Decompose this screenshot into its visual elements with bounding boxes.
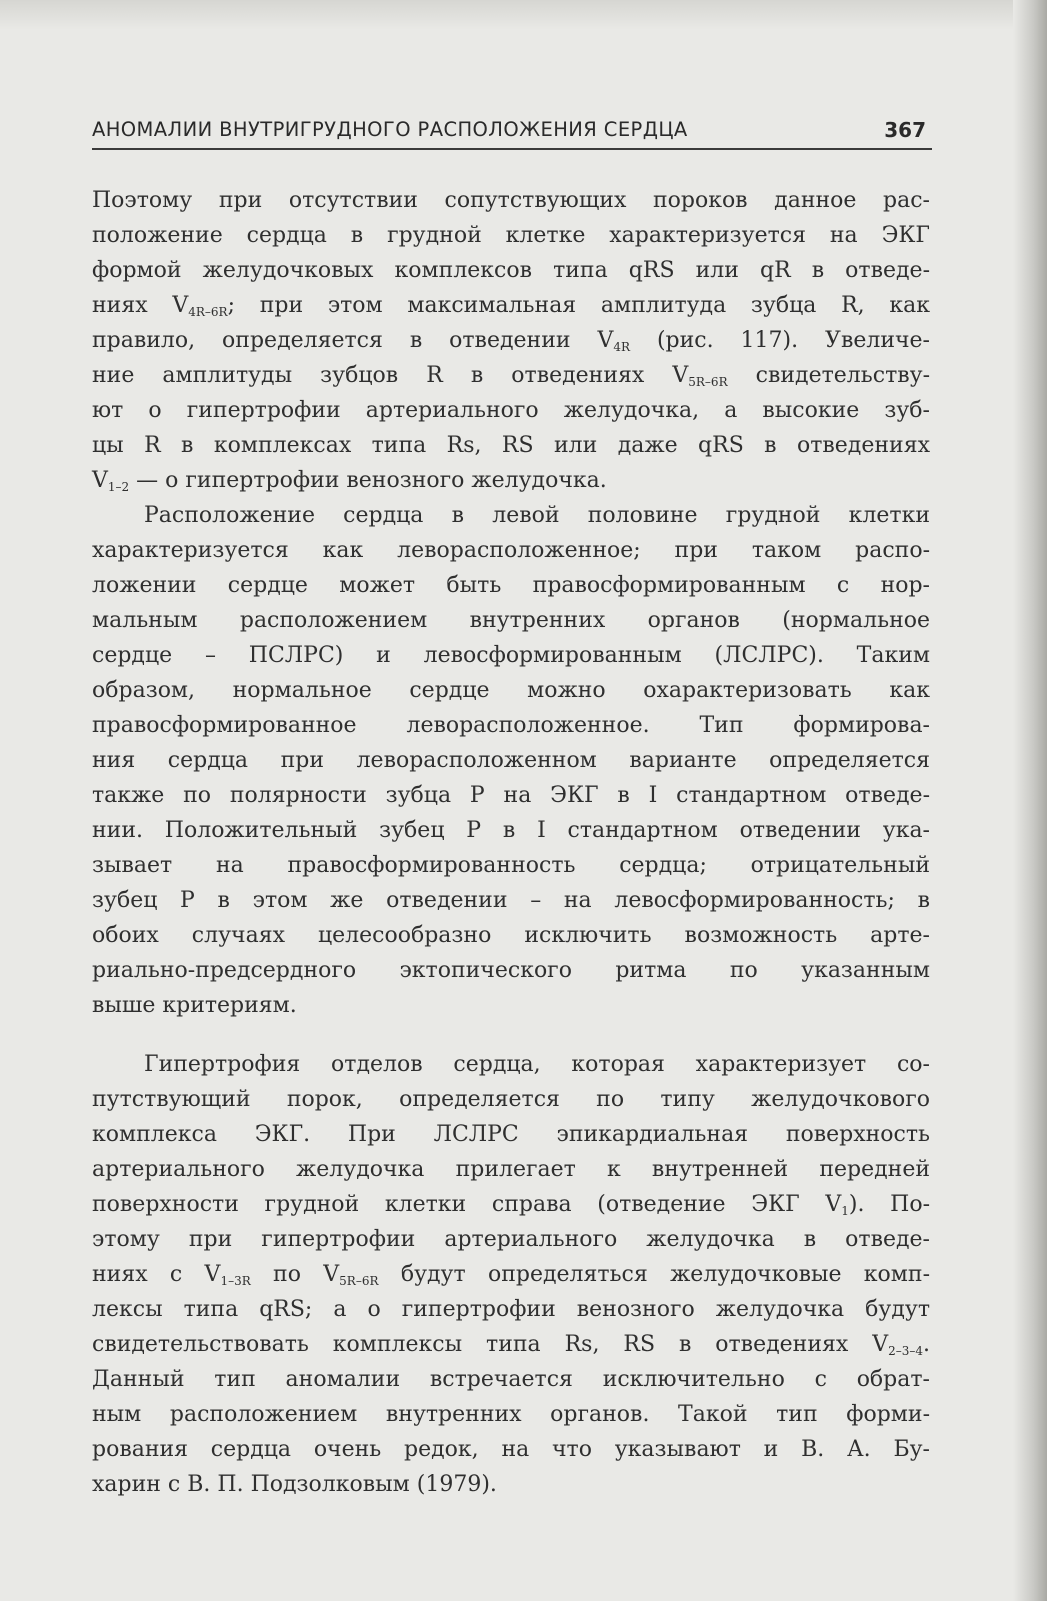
text-line: Данный тип аномалии встречается исключительно с обрат- (92, 1367, 930, 1392)
text-line: зывает на правосформированность сердца; отрицательный (92, 853, 930, 878)
text-line: артериального желудочка прилегает к внутренней передней (92, 1157, 930, 1182)
text-line: ния сердца при леворасположенном варианте определяется (92, 748, 930, 773)
text-line: ным расположением внутренних органов. Такой тип форми- (92, 1402, 930, 1427)
text-line: обоих случаях целесообразно исключить возможность арте- (92, 923, 930, 948)
text-line: этому при гипертрофии артериального желудочка в отведе- (92, 1227, 930, 1252)
text-line: зубец Р в этом же отведении – на левосформированность; в (92, 888, 930, 913)
text-line: мальным расположением внутренних органов (нормальное (92, 608, 930, 633)
text-line: ниях $V_{4R-6R}$; при этом максимальная амплитуда зубца R, как (92, 293, 930, 319)
lead-subscript: 5R–6R (339, 1274, 379, 1288)
lead-subscript: 4R (613, 340, 631, 354)
running-head (92, 116, 932, 150)
text-line: правило, определяется в отведении $V_{4R}$ (рис. 117). Увеличе- (92, 328, 930, 354)
text-line: Расположение сердца в левой половине грудной клетки (144, 503, 930, 528)
text-line: лексы типа qRS; а о гипертрофии венозного желудочка будут (92, 1297, 930, 1322)
text-line: правосформированное леворасположенное. Тип формирова- (92, 713, 930, 738)
text-line: харин с В. П. Подзолковым (1979). (92, 1472, 497, 1497)
text-line: риально-предсердного эктопического ритма по указанным (92, 958, 930, 983)
text-line: положение сердца в грудной клетке характеризуется на ЭКГ (92, 223, 930, 248)
text-line: $V_{1-2}$ — о гипертрофии венозного желудочка. (92, 468, 607, 494)
lead-subscript: 4R–6R (188, 305, 228, 319)
text-line: ние амплитуды зубцов R в отведениях $V_{5R-6R}$ свидетельству- (92, 363, 931, 389)
text-line: Поэтому при отсутствии сопутствующих пороков данное рас- (92, 188, 930, 213)
lead-subscript: 1 (841, 1204, 849, 1218)
text-line: формой желудочковых комплексов типа qRS или qR в отведе- (92, 258, 930, 283)
text-line: образом, нормальное сердце можно охарактеризовать как (92, 678, 930, 703)
text-line: цы R в комплексах типа Rs, RS или даже qRS в отведениях (92, 433, 930, 458)
running-head-title: АНОМАЛИИ ВНУТРИГРУДНОГО РАСПОЛОЖЕНИЯ СЕРДЦА (92, 118, 688, 141)
text-line: нии. Положительный зубец Р в I стандартном отведении ука- (92, 818, 930, 843)
text-line: путствующий порок, определяется по типу желудочкового (92, 1087, 930, 1112)
scan-shadow-top (0, 0, 1047, 30)
text-line: свидетельствовать комплексы типа Rs, RS в отведениях $V_{2-3-4}$. (92, 1332, 930, 1358)
text-line: выше критериям. (92, 993, 297, 1018)
text-line: сердце – ПСЛРС) и левосформированным (ЛСЛРС). Таким (92, 643, 930, 668)
text-line: ют о гипертрофии артериального желудочка, а высокие зуб- (92, 398, 930, 423)
lead-subscript: 5R–6R (688, 375, 728, 389)
text-line: ниях с $V_{1-3R}$ по $V_{5R-6R}$ будут определяться желудочковые комп- (92, 1262, 930, 1288)
text-line: рования сердца очень редок, на что указывают и В. А. Бу- (92, 1437, 930, 1462)
lead-subscript: 1–2 (107, 480, 130, 494)
lead-subscript: 2–3–4 (888, 1344, 923, 1358)
text-line: комплекса ЭКГ. При ЛСЛРС эпикардиальная поверхность (92, 1122, 930, 1147)
lead-subscript: 1–3R (220, 1274, 251, 1288)
page-number: 367 (884, 118, 926, 142)
text-line: ложении сердце может быть правосформированным с нор- (92, 573, 930, 598)
text-line: Гипертрофия отделов сердца, которая характеризует со- (144, 1052, 930, 1077)
text-line: также по полярности зубца Р на ЭКГ в I стандартном отведе- (92, 783, 930, 808)
text-line: характеризуется как леворасположенное; при таком распо- (92, 538, 930, 563)
scan-shadow-right (1013, 0, 1047, 1601)
text-line: поверхности грудной клетки справа (отведение ЭКГ $V_1$). По- (92, 1192, 931, 1218)
